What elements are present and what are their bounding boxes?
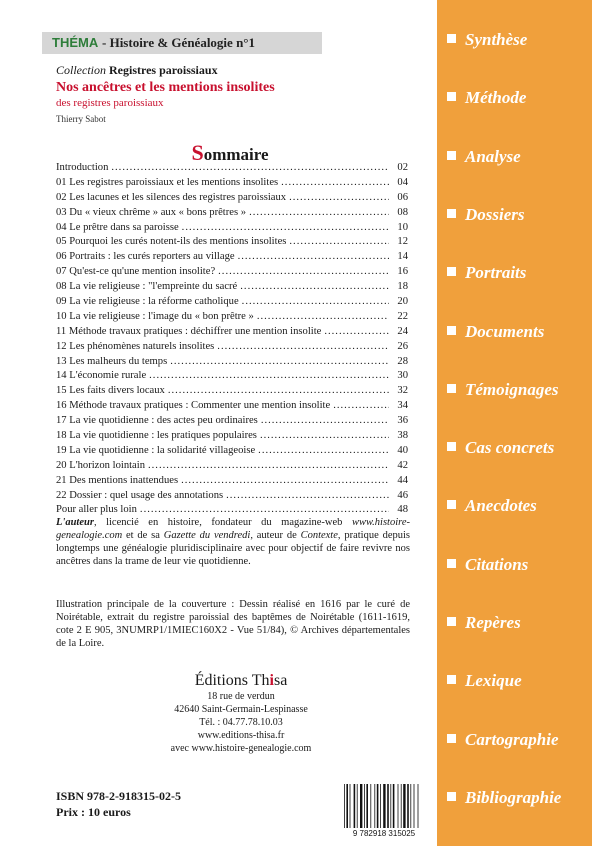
publisher-street: 18 rue de verdun [207, 691, 275, 702]
toc-entry-label: 22 Dossier : quel usage des annotations [56, 489, 224, 501]
publisher-name-a: Éditions Th [194, 672, 270, 689]
toc-entry [56, 474, 408, 489]
toc-entry-page: 24 [397, 325, 408, 337]
toc-entry-page: 28 [397, 355, 408, 367]
square-bullet-icon [447, 500, 456, 509]
toc-entry-label: 18 La vie quotidienne : les pratiques populaires [56, 430, 257, 442]
toc-leader [181, 474, 389, 489]
toc-leader [182, 221, 389, 236]
sidebar-topic-label: Analyse [465, 146, 521, 166]
toc-entry [56, 489, 408, 504]
sommaire-initial: S [191, 140, 204, 165]
square-bullet-icon [447, 326, 456, 335]
toc-entry-label: 12 Les phénomènes naturels insolites [56, 340, 215, 352]
sidebar-topic-label: Témoignages [465, 379, 559, 399]
square-bullet-icon [447, 384, 456, 393]
toc-entry-page: 08 [397, 206, 408, 218]
sidebar-topic [447, 322, 544, 342]
publisher-phone: Tél. : 04.77.78.10.03 [199, 717, 283, 728]
author-text-3: , auteur de [250, 530, 301, 541]
barcode-bar [418, 784, 419, 828]
sidebar-topic-label: Dossiers [465, 204, 525, 224]
sidebar-topic [447, 147, 521, 167]
toc-leader [261, 414, 389, 429]
toc-leader [240, 280, 389, 295]
toc-leader [260, 429, 389, 444]
toc-leader [249, 206, 389, 221]
barcode-bar [414, 784, 415, 828]
toc-entry [56, 459, 408, 474]
square-bullet-icon [447, 617, 456, 626]
toc-entry-label: 17 La vie quotidienne : des actes peu ordinaires [56, 415, 258, 427]
square-bullet-icon [447, 92, 456, 101]
toc-entry [56, 250, 408, 265]
toc-leader [149, 369, 389, 384]
toc-entry-page: 30 [397, 370, 408, 382]
toc-entry [56, 221, 408, 236]
barcode-bar [357, 784, 358, 828]
square-bullet-icon [447, 559, 456, 568]
toc-entry-label: 04 Le prêtre dans sa paroisse [56, 221, 179, 233]
toc-entry-label: 11 Méthode travaux pratiques : déchiffrer une mention insolite [56, 325, 322, 337]
toc-entry [56, 369, 408, 384]
toc-leader [217, 340, 389, 355]
toc-entry-label: 20 L'horizon lointain [56, 459, 145, 471]
toc-leader [242, 295, 389, 310]
square-bullet-icon [447, 267, 456, 276]
series-band [42, 32, 322, 54]
toc-entry-page: 22 [397, 310, 408, 322]
toc-entry [56, 399, 408, 414]
toc-entry-label: Introduction [56, 162, 109, 173]
toc-entry-page: 42 [397, 459, 408, 471]
toc-entry [56, 191, 408, 206]
sidebar-topic-label: Lexique [465, 671, 522, 691]
toc-entry-label: 09 La vie religieuse : la réforme catholique [56, 296, 239, 308]
toc-entry-label: 14 L'économie rurale [56, 370, 147, 382]
toc-entry [56, 280, 408, 295]
toc-entry-page: 32 [397, 385, 408, 397]
toc-entry [56, 355, 408, 370]
author-text-1: , licencié en histoire, fondateur du magazine-web [93, 517, 352, 528]
illustration-credit: Illustration principale de la couverture : Dessin réalisé en 1616 par le curé de Noirétable, extrait du registre paroissial des baptêmes de Noirétable (1611-1619, cote 2 E 905, 3NUMRP1/1MIEC160X2 - Vue 51/84), © Archives départementales de la Loire. [56, 599, 410, 649]
publisher-website-2: avec www.histoire-genealogie.com [170, 743, 312, 754]
toc-entry-page: 10 [397, 221, 408, 233]
toc-entry-page: 02 [397, 162, 408, 173]
toc-leader [289, 191, 389, 206]
publisher-city: 42640 Saint-Germain-Lespinasse [174, 704, 308, 715]
toc-entry-label: 10 La vie religieuse : l'image du « bon prêtre » [56, 310, 254, 322]
square-bullet-icon [447, 34, 456, 43]
toc-entry [56, 265, 408, 280]
barcode-bar [398, 784, 399, 828]
isbn-block [56, 788, 181, 820]
barcode-bar [410, 784, 411, 828]
square-bullet-icon [447, 675, 456, 684]
barcode-bar [366, 784, 368, 828]
sidebar-topic [447, 263, 526, 283]
barcode-bar [377, 784, 379, 828]
sidebar-topic [447, 496, 537, 516]
toc-entry-page: 46 [397, 489, 408, 501]
square-bullet-icon [447, 209, 456, 218]
toc-leader [168, 384, 389, 399]
toc-entry-page: 12 [397, 236, 408, 248]
toc-entry-label: 01 Les registres paroissiaux et les mentions insolites [56, 176, 279, 188]
toc-entry-page: 06 [397, 191, 408, 203]
barcode-bar [407, 784, 409, 828]
collection-prefix: Collection [56, 63, 106, 77]
book-author: Thierry Sabot [56, 114, 106, 124]
toc-leader [257, 310, 389, 325]
publisher-website: www.editions-thisa.fr [197, 730, 285, 741]
author-text-4: , pratique depuis longtemps une généalogie pluridisciplinaire avec pour objectif de faire revivre nos ancêtres dans la trame de leur vie quotidienne. [56, 530, 410, 567]
barcode-bar [383, 784, 385, 828]
table-of-contents [56, 161, 408, 518]
publisher-name-b: sa [273, 672, 288, 689]
barcode-digits: 9 782918 315025 [352, 829, 416, 838]
toc-entry-label: 16 Méthode travaux pratiques : Commenter une mention insolite [56, 400, 331, 412]
sidebar-topic [447, 88, 526, 108]
barcode-bar [344, 784, 345, 828]
barcode-bar [370, 784, 371, 828]
sidebar-topic [447, 30, 527, 50]
author-gazette: Gazette du vendredi [163, 530, 251, 541]
author-label: L'auteur [56, 517, 94, 528]
toc-entry-label: 02 Les lacunes et les silences des registres paroissiaux [56, 191, 287, 203]
sidebar-topic-label: Méthode [465, 88, 527, 108]
toc-entry-label: 03 Du « vieux chrême » aux « bons prêtres » [56, 206, 247, 218]
publisher-block [116, 672, 366, 755]
toc-entry-label: 05 Pourquoi les curés notent-ils des mentions insolites [56, 236, 287, 248]
square-bullet-icon [447, 151, 456, 160]
toc-entry-page: 34 [397, 400, 408, 412]
author-bio [56, 516, 410, 568]
sidebar-topic [447, 613, 521, 633]
sidebar-topic-label: Documents [465, 321, 545, 341]
price: Prix : 10 euros [56, 805, 131, 819]
toc-leader [333, 399, 389, 414]
sidebar-topic-label: Citations [465, 554, 529, 574]
barcode-bar [364, 784, 365, 828]
toc-leader [218, 265, 389, 280]
toc-entry [56, 384, 408, 399]
collection-line [56, 63, 218, 78]
toc-entry-page: 20 [397, 296, 408, 308]
toc-entry-page: 40 [397, 444, 408, 456]
toc-entry-page: 36 [397, 415, 408, 427]
sommaire-rest: ommaire [203, 145, 269, 164]
author-contexte: Contexte [300, 530, 338, 541]
toc-entry [56, 310, 408, 325]
toc-entry [56, 444, 408, 459]
sidebar-topic [447, 788, 561, 808]
barcode-bar [380, 784, 381, 828]
barcode-bar [346, 784, 348, 828]
barcode-bar [390, 784, 391, 828]
toc-entry-page: 48 [397, 504, 408, 516]
book-subtitle: des registres paroissiaux [56, 97, 164, 109]
toc-leader [258, 444, 389, 459]
barcode-bar [393, 784, 395, 828]
toc-entry-page: 38 [397, 430, 408, 442]
sidebar-topic [447, 438, 554, 458]
toc-entry-label: 19 La vie quotidienne : la solidarité villageoise [56, 444, 256, 456]
barcode [340, 782, 428, 838]
sidebar-topic [447, 730, 559, 750]
toc-entry-page: 04 [397, 176, 408, 188]
sidebar-topic-label: Portraits [465, 263, 527, 283]
toc-leader [238, 250, 389, 265]
publisher-name [116, 672, 366, 690]
topic-sidebar [437, 0, 592, 846]
barcode-bar [350, 784, 351, 828]
toc-entry [56, 161, 408, 176]
thema-label: THÉMA [52, 35, 99, 50]
toc-entry-page: 16 [397, 266, 408, 278]
toc-leader [111, 161, 389, 176]
toc-entry-label: 15 Les faits divers locaux [56, 385, 165, 397]
square-bullet-icon [447, 792, 456, 801]
barcode-bar [387, 784, 389, 828]
toc-entry [56, 325, 408, 340]
toc-entry [56, 295, 408, 310]
book-title: Nos ancêtres et les mentions insolites [56, 80, 275, 95]
toc-entry [56, 176, 408, 191]
toc-entry [56, 429, 408, 444]
sidebar-topic-label: Anecdotes [465, 496, 537, 516]
toc-entry-label: 21 Des mentions inattendues [56, 474, 179, 486]
toc-entry [56, 206, 408, 221]
toc-leader [281, 176, 389, 191]
sidebar-topic-label: Synthèse [465, 30, 528, 49]
sidebar-topic [447, 205, 525, 225]
sidebar-topic-label: Cas concrets [465, 438, 555, 458]
toc-entry-label: 07 Qu'est-ce qu'une mention insolite? [56, 266, 216, 278]
toc-entry [56, 235, 408, 250]
toc-leader [148, 459, 389, 474]
sidebar-topic-label: Bibliographie [465, 787, 562, 807]
toc-entry-label: Pour aller plus loin [56, 504, 137, 516]
toc-entry-label: 06 Portraits : les curés reporters au village [56, 251, 235, 263]
author-website: www.histoire-genealogie.com [56, 517, 410, 541]
isbn: ISBN 978-2-918315-02-5 [56, 789, 181, 803]
author-text-2: et de sa [122, 530, 164, 541]
square-bullet-icon [447, 442, 456, 451]
sidebar-topic-label: Cartographie [465, 729, 559, 749]
toc-entry-page: 18 [397, 281, 408, 293]
barcode-bar [401, 784, 402, 828]
barcode-bar [354, 784, 356, 828]
toc-entry-label: 13 Les malheurs du temps [56, 355, 168, 367]
barcode-bar [374, 784, 375, 828]
toc-entry-page: 26 [397, 340, 408, 352]
toc-leader [324, 325, 389, 340]
sidebar-topic [447, 671, 522, 691]
toc-leader [289, 235, 389, 250]
square-bullet-icon [447, 734, 456, 743]
toc-leader [226, 489, 389, 504]
toc-entry [56, 340, 408, 355]
sidebar-topic [447, 380, 559, 400]
sidebar-topic [447, 555, 528, 575]
barcode-bar [403, 784, 405, 828]
sidebar-topic-label: Repères [465, 613, 521, 632]
barcode-bar [360, 784, 362, 828]
toc-entry-label: 08 La vie religieuse : "l'empreinte du sacré [56, 281, 238, 293]
toc-entry-page: 44 [397, 474, 408, 486]
collection-name: Registres paroissiaux [109, 63, 218, 77]
toc-leader [170, 355, 389, 370]
series-title: - Histoire & Généalogie n°1 [102, 35, 255, 50]
publisher-name-i: i [269, 672, 274, 689]
toc-entry [56, 414, 408, 429]
toc-entry-page: 14 [397, 251, 408, 263]
